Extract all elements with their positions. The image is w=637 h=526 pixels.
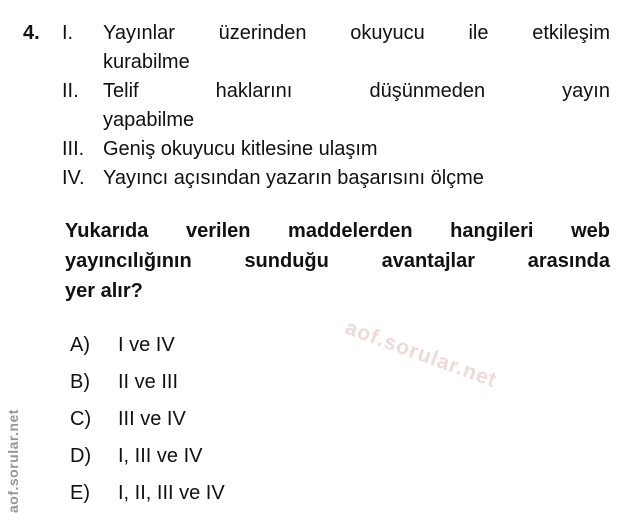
- watermark-vertical: aof.sorular.net: [5, 409, 21, 513]
- answer-option-a: [70, 327, 470, 364]
- answer-option-c: [70, 401, 470, 438]
- list-item-line: Geniş okuyucu kitlesine ulaşım: [103, 138, 378, 160]
- list-item-line: yapabilme: [103, 109, 195, 131]
- option-letter: D): [70, 445, 92, 467]
- answer-option-e: [70, 475, 470, 512]
- list-item: [62, 77, 610, 135]
- list-item-text: [103, 135, 610, 164]
- answer-option-d: [70, 438, 470, 475]
- list-item: [62, 164, 610, 193]
- answer-option-b: [70, 364, 470, 401]
- list-item-text: [103, 164, 610, 193]
- list-item-line: kurabilme: [103, 51, 190, 73]
- option-letter: C): [70, 408, 92, 430]
- list-item: [62, 135, 610, 164]
- list-item-line: Yayıncı açısından yazarın başarısını ölçme: [103, 167, 484, 189]
- question-stem-line: yayıncılığının sunduğu avantajlar arasında: [65, 250, 610, 272]
- option-text: I, III ve IV: [118, 445, 203, 467]
- list-item: [62, 19, 610, 77]
- option-text: II ve III: [118, 371, 179, 393]
- list-item-line: Yayınlar üzerinden okuyucu ile etkileşim: [103, 22, 610, 44]
- answer-options: [70, 327, 470, 512]
- list-item-line: Telif haklarını düşünmeden yayın: [103, 80, 610, 102]
- list-item-numeral: I.: [62, 22, 74, 44]
- option-text: III ve IV: [118, 408, 186, 430]
- option-letter: B): [70, 371, 90, 393]
- list-item-numeral: IV.: [62, 167, 85, 189]
- question-stem: [65, 216, 610, 306]
- watermark-diagonal: aof.sorular.net: [342, 316, 501, 393]
- question-number: 4.: [23, 22, 40, 44]
- option-letter: A): [70, 334, 90, 356]
- statement-list: [62, 19, 610, 193]
- option-text: I, II, III ve IV: [118, 482, 225, 504]
- option-letter: E): [70, 482, 90, 504]
- list-item-numeral: II.: [62, 80, 79, 102]
- question-stem-line: yer alır?: [65, 280, 143, 302]
- list-item-text: [103, 19, 610, 77]
- option-text: I ve IV: [118, 334, 175, 356]
- question-stem-line: Yukarıda verilen maddelerden hangileri web: [65, 220, 610, 242]
- list-item-text: [103, 77, 610, 135]
- list-item-numeral: III.: [62, 138, 85, 160]
